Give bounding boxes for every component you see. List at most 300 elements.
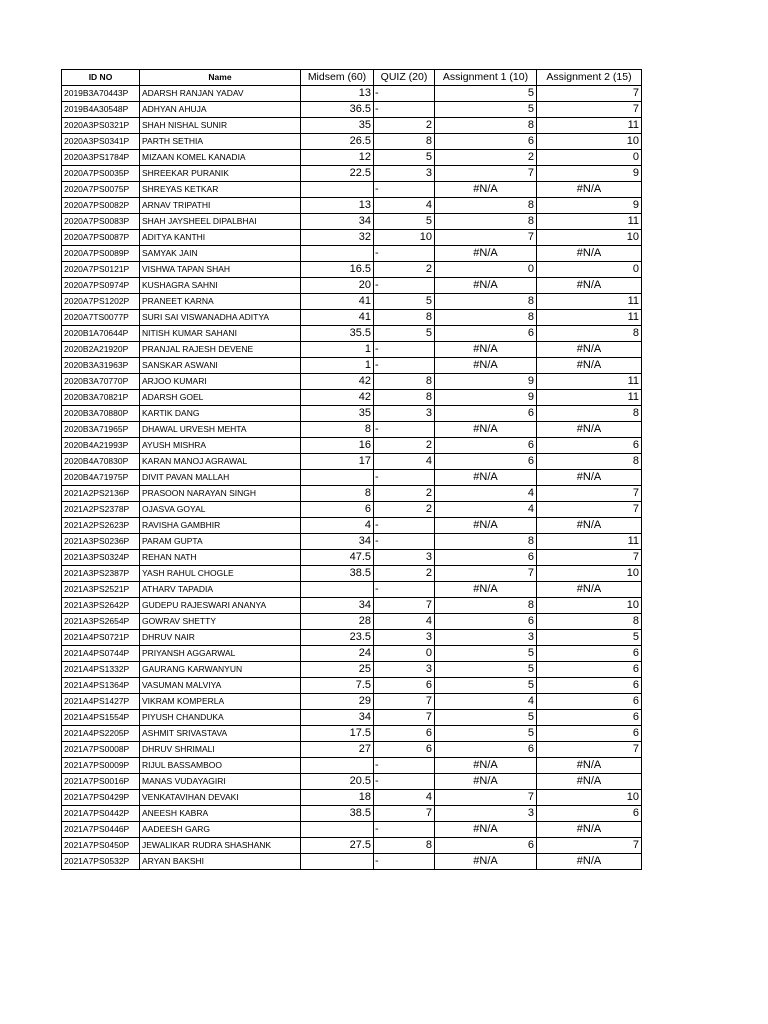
cell-assignment1: 8 [435, 534, 537, 550]
cell-name: PRASOON NARAYAN SINGH [140, 486, 301, 502]
cell-id: 2020A7PS0082P [62, 198, 140, 214]
cell-name: ADHYAN AHUJA [140, 102, 301, 118]
cell-name: VISHWA TAPAN SHAH [140, 262, 301, 278]
cell-id: 2020B2A21920P [62, 342, 140, 358]
cell-assignment2: #N/A [537, 278, 642, 294]
cell-name: ATHARV TAPADIA [140, 582, 301, 598]
cell-quiz: 3 [374, 550, 435, 566]
cell-assignment2: 11 [537, 310, 642, 326]
cell-assignment1: 4 [435, 694, 537, 710]
table-row [62, 742, 642, 758]
cell-assignment1: #N/A [435, 246, 537, 262]
cell-id: 2020A7PS0974P [62, 278, 140, 294]
cell-assignment1: 6 [435, 838, 537, 854]
cell-id: 2020A7PS0083P [62, 214, 140, 230]
table-row [62, 662, 642, 678]
cell-assignment1: 8 [435, 294, 537, 310]
cell-id: 2021A2PS2623P [62, 518, 140, 534]
table-row [62, 822, 642, 838]
cell-name: SHREYAS KETKAR [140, 182, 301, 198]
cell-id: 2021A2PS2378P [62, 502, 140, 518]
cell-assignment1: #N/A [435, 518, 537, 534]
cell-name: PIYUSH CHANDUKA [140, 710, 301, 726]
cell-assignment1: 5 [435, 102, 537, 118]
cell-id: 2021A4PS1554P [62, 710, 140, 726]
cell-assignment2: #N/A [537, 182, 642, 198]
cell-assignment2: 6 [537, 678, 642, 694]
cell-assignment2: 6 [537, 662, 642, 678]
cell-id: 2021A7PS0450P [62, 838, 140, 854]
table-row [62, 518, 642, 534]
cell-assignment2: 6 [537, 646, 642, 662]
col-header-assignment2: Assignment 2 (15) [537, 70, 642, 86]
cell-name: ARJOO KUMARI [140, 374, 301, 390]
cell-quiz: - [374, 86, 435, 102]
cell-quiz: 2 [374, 502, 435, 518]
cell-id: 2020B3A31963P [62, 358, 140, 374]
cell-name: RAVISHA GAMBHIR [140, 518, 301, 534]
table-row [62, 806, 642, 822]
cell-assignment1: 5 [435, 662, 537, 678]
cell-assignment1: #N/A [435, 854, 537, 870]
table-row [62, 166, 642, 182]
cell-midsem: 27 [301, 742, 374, 758]
cell-name: OJASVA GOYAL [140, 502, 301, 518]
table-row [62, 374, 642, 390]
cell-assignment1: 5 [435, 86, 537, 102]
cell-assignment2: 8 [537, 614, 642, 630]
cell-assignment2: 10 [537, 134, 642, 150]
cell-assignment1: 6 [435, 614, 537, 630]
cell-quiz: 2 [374, 118, 435, 134]
cell-midsem: 26.5 [301, 134, 374, 150]
table-row [62, 294, 642, 310]
cell-midsem: 25 [301, 662, 374, 678]
cell-midsem: 18 [301, 790, 374, 806]
cell-assignment2: 6 [537, 438, 642, 454]
cell-id: 2020A7PS0089P [62, 246, 140, 262]
cell-midsem: 6 [301, 502, 374, 518]
cell-name: ADITYA KANTHI [140, 230, 301, 246]
cell-assignment1: 8 [435, 198, 537, 214]
cell-assignment1: 6 [435, 438, 537, 454]
cell-id: 2021A4PS1364P [62, 678, 140, 694]
table-row [62, 358, 642, 374]
col-header-midsem: Midsem (60) [301, 70, 374, 86]
cell-assignment2: #N/A [537, 854, 642, 870]
cell-id: 2020A7PS1202P [62, 294, 140, 310]
cell-id: 2019B4A30548P [62, 102, 140, 118]
cell-name: REHAN NATH [140, 550, 301, 566]
cell-name: NITISH KUMAR SAHANI [140, 326, 301, 342]
cell-name: PRIYANSH AGGARWAL [140, 646, 301, 662]
cell-name: RIJUL BASSAMBOO [140, 758, 301, 774]
cell-quiz: 3 [374, 166, 435, 182]
cell-midsem [301, 582, 374, 598]
cell-assignment1: 9 [435, 374, 537, 390]
cell-midsem: 1 [301, 342, 374, 358]
cell-quiz: 8 [374, 390, 435, 406]
cell-quiz: - [374, 854, 435, 870]
cell-assignment1: 8 [435, 214, 537, 230]
cell-assignment2: 6 [537, 806, 642, 822]
cell-midsem: 22.5 [301, 166, 374, 182]
table-row [62, 454, 642, 470]
cell-assignment2: 10 [537, 790, 642, 806]
cell-id: 2021A3PS2654P [62, 614, 140, 630]
cell-quiz: - [374, 422, 435, 438]
cell-midsem: 36.5 [301, 102, 374, 118]
cell-assignment2: 7 [537, 550, 642, 566]
cell-assignment1: 6 [435, 550, 537, 566]
cell-assignment1: 6 [435, 326, 537, 342]
cell-quiz: 10 [374, 230, 435, 246]
table-row [62, 678, 642, 694]
cell-quiz: 8 [374, 134, 435, 150]
cell-assignment2: #N/A [537, 358, 642, 374]
cell-assignment2: 9 [537, 166, 642, 182]
cell-assignment1: #N/A [435, 342, 537, 358]
table-row [62, 310, 642, 326]
table-row [62, 758, 642, 774]
cell-quiz: 4 [374, 198, 435, 214]
cell-midsem: 24 [301, 646, 374, 662]
cell-midsem: 34 [301, 598, 374, 614]
cell-name: DHRUV NAIR [140, 630, 301, 646]
cell-quiz: - [374, 358, 435, 374]
table-row [62, 198, 642, 214]
cell-midsem [301, 758, 374, 774]
table-row [62, 134, 642, 150]
cell-id: 2020B3A70770P [62, 374, 140, 390]
cell-name: DIVIT PAVAN MALLAH [140, 470, 301, 486]
cell-assignment1: 9 [435, 390, 537, 406]
cell-midsem: 8 [301, 486, 374, 502]
cell-name: SURI SAI VISWANADHA ADITYA [140, 310, 301, 326]
cell-midsem: 47.5 [301, 550, 374, 566]
cell-name: SHAH JAYSHEEL DIPALBHAI [140, 214, 301, 230]
table-row [62, 150, 642, 166]
cell-assignment1: #N/A [435, 758, 537, 774]
cell-assignment1: #N/A [435, 278, 537, 294]
cell-name: PRANEET KARNA [140, 294, 301, 310]
cell-assignment1: 6 [435, 134, 537, 150]
cell-id: 2021A3PS2521P [62, 582, 140, 598]
table-row [62, 390, 642, 406]
cell-quiz: - [374, 534, 435, 550]
col-header-quiz: QUIZ (20) [374, 70, 435, 86]
cell-quiz: 4 [374, 454, 435, 470]
cell-quiz: 7 [374, 694, 435, 710]
table-row [62, 790, 642, 806]
cell-assignment1: 6 [435, 406, 537, 422]
cell-midsem: 34 [301, 710, 374, 726]
cell-assignment1: 4 [435, 502, 537, 518]
cell-midsem: 1 [301, 358, 374, 374]
table-row [62, 838, 642, 854]
cell-assignment2: 8 [537, 406, 642, 422]
cell-quiz: 5 [374, 150, 435, 166]
cell-assignment2: #N/A [537, 470, 642, 486]
table-row [62, 86, 642, 102]
cell-midsem: 42 [301, 390, 374, 406]
cell-quiz: - [374, 758, 435, 774]
cell-id: 2021A2PS2136P [62, 486, 140, 502]
cell-name: ARYAN BAKSHI [140, 854, 301, 870]
cell-assignment1: 7 [435, 230, 537, 246]
cell-quiz: 5 [374, 214, 435, 230]
cell-id: 2020A7PS0121P [62, 262, 140, 278]
cell-name: AADEESH GARG [140, 822, 301, 838]
cell-id: 2020A7PS0035P [62, 166, 140, 182]
cell-assignment2: #N/A [537, 582, 642, 598]
cell-midsem: 20 [301, 278, 374, 294]
cell-quiz: 5 [374, 326, 435, 342]
cell-assignment2: #N/A [537, 774, 642, 790]
cell-midsem [301, 822, 374, 838]
cell-name: MIZAAN KOMEL KANADIA [140, 150, 301, 166]
cell-id: 2020A3PS0321P [62, 118, 140, 134]
cell-midsem: 32 [301, 230, 374, 246]
table-row [62, 470, 642, 486]
table-row [62, 614, 642, 630]
cell-assignment2: #N/A [537, 518, 642, 534]
cell-name: GOWRAV SHETTY [140, 614, 301, 630]
cell-id: 2021A7PS0009P [62, 758, 140, 774]
cell-name: KUSHAGRA SAHNI [140, 278, 301, 294]
cell-assignment2: 0 [537, 262, 642, 278]
cell-name: KARAN MANOJ AGRAWAL [140, 454, 301, 470]
cell-quiz: 4 [374, 790, 435, 806]
cell-quiz: 2 [374, 438, 435, 454]
cell-assignment1: #N/A [435, 358, 537, 374]
cell-assignment1: 8 [435, 118, 537, 134]
cell-id: 2021A7PS0429P [62, 790, 140, 806]
cell-midsem: 27.5 [301, 838, 374, 854]
cell-midsem [301, 182, 374, 198]
cell-assignment2: 11 [537, 534, 642, 550]
cell-assignment2: 7 [537, 742, 642, 758]
cell-midsem [301, 854, 374, 870]
cell-midsem: 29 [301, 694, 374, 710]
cell-assignment2: #N/A [537, 422, 642, 438]
cell-midsem: 35 [301, 406, 374, 422]
cell-assignment2: #N/A [537, 342, 642, 358]
cell-name: YASH RAHUL CHOGLE [140, 566, 301, 582]
cell-quiz: 6 [374, 678, 435, 694]
cell-name: GUDEPU RAJESWARI ANANYA [140, 598, 301, 614]
cell-assignment2: 6 [537, 710, 642, 726]
table-row [62, 630, 642, 646]
cell-id: 2020A3PS0341P [62, 134, 140, 150]
cell-id: 2020A7TS0077P [62, 310, 140, 326]
cell-assignment2: #N/A [537, 822, 642, 838]
cell-name: AYUSH MISHRA [140, 438, 301, 454]
cell-id: 2021A7PS0442P [62, 806, 140, 822]
cell-quiz: 4 [374, 614, 435, 630]
cell-assignment2: 11 [537, 390, 642, 406]
cell-id: 2021A4PS1427P [62, 694, 140, 710]
cell-assignment1: #N/A [435, 182, 537, 198]
cell-id: 2021A4PS0721P [62, 630, 140, 646]
header-row [62, 70, 642, 86]
cell-name: VIKRAM KOMPERLA [140, 694, 301, 710]
cell-name: DHRUV SHRIMALI [140, 742, 301, 758]
cell-quiz: - [374, 518, 435, 534]
cell-midsem [301, 470, 374, 486]
cell-quiz: - [374, 822, 435, 838]
cell-id: 2021A3PS0236P [62, 534, 140, 550]
cell-midsem: 38.5 [301, 566, 374, 582]
cell-quiz: 0 [374, 646, 435, 662]
cell-quiz: 2 [374, 486, 435, 502]
cell-midsem: 35.5 [301, 326, 374, 342]
cell-id: 2020B4A71975P [62, 470, 140, 486]
cell-assignment1: #N/A [435, 822, 537, 838]
table-row [62, 582, 642, 598]
cell-id: 2020A3PS1784P [62, 150, 140, 166]
cell-quiz: - [374, 102, 435, 118]
table-row [62, 438, 642, 454]
cell-id: 2020B3A70821P [62, 390, 140, 406]
cell-assignment1: 6 [435, 454, 537, 470]
cell-id: 2021A7PS0008P [62, 742, 140, 758]
cell-quiz: - [374, 582, 435, 598]
cell-assignment1: 8 [435, 598, 537, 614]
cell-assignment2: 10 [537, 230, 642, 246]
cell-quiz: 3 [374, 662, 435, 678]
table-row [62, 422, 642, 438]
cell-quiz: - [374, 278, 435, 294]
cell-quiz: 7 [374, 806, 435, 822]
cell-name: MANAS VUDAYAGIRI [140, 774, 301, 790]
cell-quiz: 8 [374, 374, 435, 390]
cell-quiz: 3 [374, 406, 435, 422]
table-row [62, 502, 642, 518]
cell-assignment2: 10 [537, 566, 642, 582]
table-row [62, 102, 642, 118]
cell-quiz: 8 [374, 310, 435, 326]
table-row [62, 214, 642, 230]
table-row [62, 278, 642, 294]
cell-midsem: 16 [301, 438, 374, 454]
cell-quiz: 6 [374, 742, 435, 758]
cell-id: 2020B3A71965P [62, 422, 140, 438]
cell-name: ASHMIT SRIVASTAVA [140, 726, 301, 742]
cell-assignment2: 9 [537, 198, 642, 214]
cell-assignment1: 5 [435, 710, 537, 726]
marks-table [61, 69, 642, 870]
table-row [62, 854, 642, 870]
table-row [62, 534, 642, 550]
cell-assignment2: 7 [537, 86, 642, 102]
cell-assignment1: 6 [435, 742, 537, 758]
cell-name: GAURANG KARWANYUN [140, 662, 301, 678]
cell-midsem: 4 [301, 518, 374, 534]
cell-quiz: 8 [374, 838, 435, 854]
cell-midsem: 12 [301, 150, 374, 166]
cell-assignment1: #N/A [435, 470, 537, 486]
table-row [62, 182, 642, 198]
cell-assignment1: 7 [435, 790, 537, 806]
col-header-assignment1: Assignment 1 (10) [435, 70, 537, 86]
cell-assignment2: 7 [537, 102, 642, 118]
cell-assignment1: 7 [435, 566, 537, 582]
cell-id: 2021A3PS2642P [62, 598, 140, 614]
cell-assignment2: 0 [537, 150, 642, 166]
cell-id: 2021A7PS0016P [62, 774, 140, 790]
cell-name: JEWALIKAR RUDRA SHASHANK [140, 838, 301, 854]
table-row [62, 694, 642, 710]
cell-id: 2020B4A21993P [62, 438, 140, 454]
cell-assignment1: #N/A [435, 774, 537, 790]
cell-name: PRANJAL RAJESH DEVENE [140, 342, 301, 358]
cell-midsem: 16.5 [301, 262, 374, 278]
cell-quiz: - [374, 470, 435, 486]
cell-name: SHREEKAR PURANIK [140, 166, 301, 182]
cell-midsem [301, 246, 374, 262]
cell-assignment2: 11 [537, 374, 642, 390]
cell-id: 2020B1A70644P [62, 326, 140, 342]
cell-quiz: - [374, 246, 435, 262]
table-row [62, 566, 642, 582]
cell-midsem: 38.5 [301, 806, 374, 822]
cell-assignment1: 4 [435, 486, 537, 502]
cell-quiz: 5 [374, 294, 435, 310]
cell-midsem: 20.5 [301, 774, 374, 790]
cell-midsem: 35 [301, 118, 374, 134]
cell-name: VASUMAN MALVIYA [140, 678, 301, 694]
table-row [62, 550, 642, 566]
cell-assignment2: 7 [537, 502, 642, 518]
table-row [62, 406, 642, 422]
cell-midsem: 34 [301, 534, 374, 550]
cell-name: KARTIK DANG [140, 406, 301, 422]
cell-name: SHAH NISHAL SUNIR [140, 118, 301, 134]
cell-quiz: 6 [374, 726, 435, 742]
table-row [62, 118, 642, 134]
cell-assignment2: 11 [537, 294, 642, 310]
cell-midsem: 23.5 [301, 630, 374, 646]
cell-name: PARAM GUPTA [140, 534, 301, 550]
cell-id: 2021A7PS0446P [62, 822, 140, 838]
cell-name: VENKATAVIHAN DEVAKI [140, 790, 301, 806]
cell-assignment2: 8 [537, 326, 642, 342]
cell-assignment1: #N/A [435, 422, 537, 438]
cell-assignment2: 6 [537, 694, 642, 710]
cell-midsem: 7.5 [301, 678, 374, 694]
cell-midsem: 41 [301, 310, 374, 326]
cell-assignment2: #N/A [537, 758, 642, 774]
table-row [62, 726, 642, 742]
cell-quiz: - [374, 774, 435, 790]
cell-assignment1: 8 [435, 310, 537, 326]
cell-quiz: 2 [374, 262, 435, 278]
cell-assignment1: #N/A [435, 582, 537, 598]
cell-midsem: 17.5 [301, 726, 374, 742]
cell-quiz: 2 [374, 566, 435, 582]
cell-name: ANEESH KABRA [140, 806, 301, 822]
table-row [62, 598, 642, 614]
cell-assignment2: 11 [537, 214, 642, 230]
table-row [62, 774, 642, 790]
col-header-name: Name [140, 70, 301, 86]
cell-id: 2019B3A70443P [62, 86, 140, 102]
cell-name: PARTH SETHIA [140, 134, 301, 150]
cell-midsem: 13 [301, 86, 374, 102]
cell-id: 2020A7PS0075P [62, 182, 140, 198]
cell-midsem: 28 [301, 614, 374, 630]
